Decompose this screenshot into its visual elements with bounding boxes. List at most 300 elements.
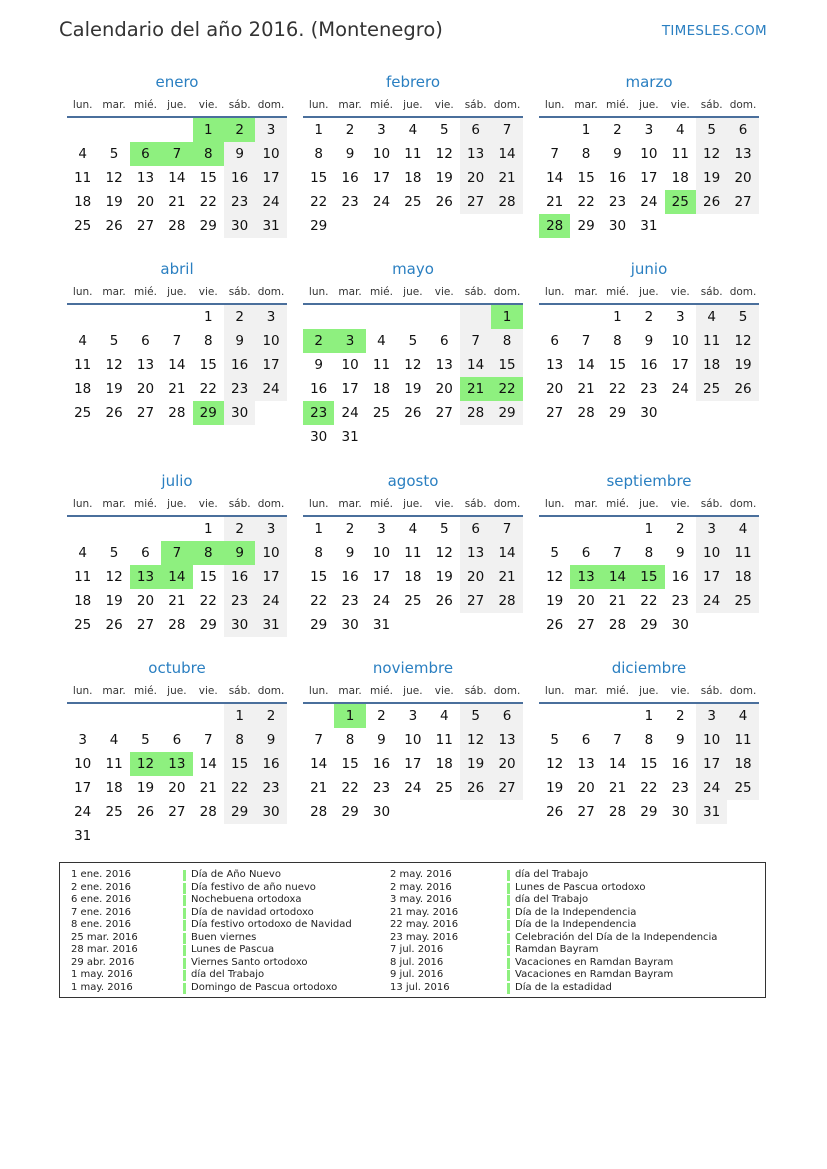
legend-date: 22 may. 2016 — [390, 919, 459, 930]
weekday-header — [67, 281, 287, 305]
day-cell: 14 — [168, 170, 186, 186]
day-cell: 22 — [341, 780, 359, 796]
day-cell: 20 — [136, 593, 155, 609]
weekday-header — [539, 680, 759, 704]
day-cell: 14 — [546, 170, 564, 186]
weekday-label: dom. — [729, 99, 757, 111]
day-cell: 9 — [345, 146, 355, 162]
weekday-header — [303, 493, 523, 517]
day-cell: 20 — [136, 194, 155, 210]
weekday-label: mié. — [134, 99, 157, 111]
weekday-label: jue. — [639, 498, 659, 510]
legend-holiday-name: Día de navidad ortodoxo — [191, 906, 314, 918]
day-cell: 2 — [224, 305, 255, 329]
weekday-label: dom. — [257, 286, 285, 298]
empty-day-cell — [397, 425, 428, 449]
day-cell: 4 — [377, 333, 386, 349]
legend-date: 13 jul. 2016 — [390, 981, 450, 993]
day-cell: 27 — [491, 776, 522, 800]
holiday-day-cell: 13 — [130, 565, 161, 589]
day-cell: 1 — [644, 708, 654, 724]
day-cell: 1 — [581, 122, 591, 138]
weekday-label: mar. — [574, 498, 598, 510]
day-cell: 27 — [727, 190, 758, 214]
holiday-day-cell: 15 — [633, 565, 664, 589]
day-cell: 14 — [577, 357, 595, 373]
legend-date: 1 may. 2016 — [71, 969, 133, 980]
month-abril — [67, 259, 287, 425]
weekday-label: jue. — [639, 286, 659, 298]
legend-marker — [183, 970, 186, 981]
day-cell: 10 — [640, 146, 658, 162]
empty-day-cell — [98, 517, 129, 541]
legend-holiday-name: Día festivo de año nuevo — [191, 881, 316, 893]
holiday-day-cell: 14 — [161, 565, 192, 589]
day-cell: 5 — [439, 521, 449, 537]
day-cell: 3 — [255, 305, 286, 329]
day-cell: 19 — [546, 593, 564, 609]
empty-day-cell — [727, 401, 758, 425]
day-cell: 14 — [460, 353, 491, 377]
day-cell: 17 — [255, 166, 286, 190]
day-cell: 9 — [345, 545, 355, 561]
day-cell: 31 — [696, 800, 727, 824]
brand-logo[interactable]: TIMESLES.COM — [661, 23, 767, 39]
day-grid — [67, 305, 287, 425]
holiday-day-cell: 22 — [491, 377, 522, 401]
day-cell: 16 — [372, 756, 391, 772]
day-cell: 5 — [109, 333, 119, 349]
day-cell: 28 — [491, 589, 522, 613]
day-cell: 8 — [644, 545, 654, 561]
day-cell: 15 — [199, 569, 217, 585]
day-cell: 13 — [577, 756, 595, 772]
empty-day-cell — [98, 704, 129, 728]
empty-day-cell — [570, 305, 601, 329]
day-cell: 26 — [105, 218, 123, 234]
legend-marker — [507, 895, 510, 906]
day-cell: 30 — [671, 804, 689, 820]
legend-marker — [183, 983, 186, 994]
weekday-label: sáb. — [700, 286, 723, 298]
weekday-label: mié. — [370, 685, 393, 697]
day-cell: 4 — [439, 708, 449, 724]
day-cell: 2 — [345, 122, 355, 138]
day-cell: 12 — [546, 569, 564, 585]
day-cell: 18 — [74, 593, 92, 609]
day-cell: 26 — [435, 194, 453, 210]
day-cell: 2 — [644, 309, 654, 325]
holiday-day-cell: 1 — [334, 704, 365, 728]
day-cell: 1 — [314, 122, 323, 138]
day-cell: 6 — [141, 545, 150, 561]
empty-day-cell — [161, 704, 192, 728]
day-cell: 18 — [74, 194, 92, 210]
day-cell: 12 — [546, 756, 564, 772]
day-cell: 29 — [310, 218, 328, 234]
weekday-label: mar. — [338, 286, 362, 298]
day-cell: 7 — [314, 732, 323, 748]
weekday-label: lun. — [544, 286, 565, 298]
empty-day-cell — [67, 517, 98, 541]
empty-day-cell — [460, 214, 491, 238]
day-cell: 4 — [408, 521, 418, 537]
holiday-day-cell: 6 — [130, 142, 161, 166]
day-cell: 19 — [404, 381, 422, 397]
day-cell: 9 — [255, 728, 286, 752]
day-cell: 15 — [310, 170, 328, 186]
month-octubre — [67, 658, 287, 848]
day-cell: 18 — [404, 170, 422, 186]
day-cell: 17 — [372, 170, 391, 186]
legend-holiday-name: día del Trabajo — [515, 894, 589, 905]
holiday-day-cell: 25 — [665, 190, 696, 214]
day-cell: 24 — [341, 405, 359, 421]
day-cell: 30 — [372, 804, 391, 820]
day-cell: 26 — [105, 617, 123, 633]
legend-marker — [507, 870, 510, 881]
day-cell: 4 — [109, 732, 119, 748]
empty-day-cell — [130, 118, 161, 142]
holiday-day-cell: 2 — [224, 118, 255, 142]
empty-day-cell — [696, 401, 727, 425]
day-cell: 11 — [74, 357, 92, 373]
empty-day-cell — [334, 305, 365, 329]
holiday-day-cell: 7 — [161, 142, 192, 166]
weekday-header — [67, 493, 287, 517]
weekday-label: mar. — [102, 99, 126, 111]
day-cell: 25 — [74, 405, 92, 421]
day-cell: 30 — [608, 218, 627, 234]
day-cell: 17 — [640, 170, 658, 186]
weekday-header — [303, 281, 523, 305]
weekday-label: mié. — [134, 685, 157, 697]
legend-marker — [507, 933, 510, 944]
weekday-label: dom. — [257, 99, 285, 111]
day-cell: 23 — [224, 377, 255, 401]
day-cell: 23 — [640, 381, 658, 397]
day-cell: 8 — [314, 545, 323, 561]
weekday-label: vie. — [434, 99, 454, 111]
holiday-day-cell: 1 — [491, 305, 522, 329]
day-cell: 4 — [78, 545, 87, 561]
weekday-label: vie. — [434, 498, 454, 510]
weekday-label: vie. — [670, 286, 690, 298]
holiday-day-cell: 8 — [193, 142, 224, 166]
day-cell: 15 — [224, 752, 255, 776]
day-cell: 16 — [224, 353, 255, 377]
day-cell: 29 — [310, 617, 328, 633]
empty-day-cell — [429, 305, 460, 329]
day-cell: 24 — [372, 194, 391, 210]
day-cell: 31 — [372, 617, 391, 633]
day-cell: 27 — [577, 617, 595, 633]
day-grid — [303, 305, 523, 449]
empty-day-cell — [665, 401, 696, 425]
day-cell: 24 — [671, 381, 689, 397]
empty-day-cell — [161, 824, 192, 848]
legend-date: 7 jul. 2016 — [390, 944, 444, 955]
weekday-label: sáb. — [464, 99, 487, 111]
day-cell: 27 — [460, 190, 491, 214]
day-cell: 16 — [224, 565, 255, 589]
day-cell: 4 — [727, 704, 758, 728]
day-cell: 22 — [310, 593, 328, 609]
day-cell: 6 — [460, 517, 491, 541]
day-cell: 11 — [74, 569, 92, 585]
holiday-day-cell: 3 — [334, 329, 365, 353]
day-cell: 29 — [224, 800, 255, 824]
weekday-label: mié. — [134, 498, 157, 510]
day-cell: 18 — [372, 381, 391, 397]
month-name: abril — [160, 260, 194, 278]
weekday-label: vie. — [670, 685, 690, 697]
day-cell: 25 — [74, 218, 92, 234]
day-cell: 12 — [404, 357, 422, 373]
day-cell: 17 — [372, 569, 391, 585]
day-cell: 9 — [224, 142, 255, 166]
legend-date: 23 may. 2016 — [390, 931, 459, 943]
day-cell: 13 — [727, 142, 758, 166]
weekday-label: mar. — [574, 99, 598, 111]
month-name: septiembre — [606, 472, 692, 490]
month-name: enero — [155, 73, 199, 91]
day-cell: 21 — [546, 194, 564, 210]
day-cell: 29 — [491, 401, 522, 425]
weekday-label: sáb. — [700, 498, 723, 510]
empty-day-cell — [397, 214, 428, 238]
day-cell: 26 — [435, 593, 453, 609]
empty-day-cell — [161, 517, 192, 541]
day-cell: 19 — [460, 752, 491, 776]
legend-date: 1 ene. 2016 — [71, 869, 131, 880]
day-cell: 31 — [255, 613, 286, 637]
legend-date: 8 jul. 2016 — [390, 956, 444, 968]
empty-day-cell — [460, 800, 491, 824]
day-cell: 3 — [78, 732, 87, 748]
day-cell: 29 — [199, 218, 217, 234]
day-cell: 27 — [168, 804, 186, 820]
weekday-label: vie. — [670, 99, 690, 111]
day-cell: 17 — [255, 565, 286, 589]
weekday-label: sáb. — [464, 685, 487, 697]
day-cell: 4 — [696, 305, 727, 329]
weekday-header — [539, 94, 759, 118]
weekday-label: sáb. — [700, 99, 723, 111]
empty-day-cell — [397, 800, 428, 824]
day-cell: 23 — [224, 190, 255, 214]
day-cell: 8 — [644, 732, 654, 748]
day-cell: 19 — [696, 166, 727, 190]
weekday-label: jue. — [167, 685, 187, 697]
day-cell: 10 — [255, 142, 286, 166]
day-cell: 2 — [224, 517, 255, 541]
empty-day-cell — [67, 305, 98, 329]
day-cell: 21 — [491, 166, 522, 190]
day-cell: 26 — [460, 776, 491, 800]
holiday-day-cell: 23 — [303, 401, 334, 425]
day-cell: 22 — [199, 381, 217, 397]
empty-day-cell — [303, 704, 334, 728]
day-cell: 19 — [105, 381, 123, 397]
day-cell: 25 — [435, 780, 453, 796]
weekday-label: mié. — [370, 498, 393, 510]
empty-day-cell — [130, 305, 161, 329]
day-cell: 21 — [608, 780, 627, 796]
day-cell: 7 — [172, 333, 182, 349]
day-cell: 10 — [372, 545, 391, 561]
weekday-header — [303, 680, 523, 704]
day-cell: 9 — [644, 333, 654, 349]
day-cell: 31 — [341, 429, 359, 445]
weekday-label: mar. — [102, 685, 126, 697]
legend-date: 6 ene. 2016 — [71, 894, 131, 905]
legend-marker — [183, 920, 186, 931]
day-cell: 31 — [255, 214, 286, 238]
legend-holiday-name: Celebración del Día de la Independencia — [515, 931, 718, 943]
day-cell: 11 — [727, 541, 758, 565]
day-cell: 10 — [74, 756, 92, 772]
day-cell: 25 — [727, 589, 758, 613]
month-name: julio — [161, 472, 193, 490]
weekday-label: vie. — [198, 286, 218, 298]
day-cell: 16 — [671, 569, 689, 585]
month-febrero — [303, 72, 523, 238]
weekday-label: mié. — [370, 99, 393, 111]
weekday-label: lun. — [544, 99, 565, 111]
month-septiembre — [539, 471, 759, 637]
day-cell: 3 — [255, 517, 286, 541]
legend-holiday-name: Vacaciones en Ramdan Bayram — [515, 956, 674, 968]
day-cell: 4 — [408, 122, 418, 138]
legend-date: 21 may. 2016 — [390, 906, 459, 918]
weekday-label: lun. — [72, 286, 93, 298]
weekday-label: jue. — [167, 99, 187, 111]
legend-marker — [183, 945, 186, 956]
weekday-header — [303, 94, 523, 118]
day-cell: 27 — [435, 405, 453, 421]
day-cell: 8 — [581, 146, 591, 162]
legend-date: 28 mar. 2016 — [71, 944, 138, 955]
empty-day-cell — [460, 613, 491, 637]
empty-day-cell — [224, 824, 255, 848]
day-cell: 10 — [696, 541, 727, 565]
day-cell: 24 — [696, 776, 727, 800]
legend-date: 1 may. 2016 — [71, 981, 133, 993]
day-cell: 5 — [460, 704, 491, 728]
weekday-label: dom. — [729, 685, 757, 697]
weekday-label: vie. — [198, 685, 218, 697]
day-cell: 17 — [74, 780, 92, 796]
day-cell: 17 — [671, 357, 689, 373]
day-cell: 25 — [404, 593, 422, 609]
weekday-label: jue. — [639, 99, 659, 111]
day-cell: 27 — [577, 804, 595, 820]
day-cell: 5 — [109, 545, 119, 561]
weekday-label: lun. — [72, 498, 93, 510]
day-cell: 30 — [224, 214, 255, 238]
day-cell: 21 — [168, 593, 186, 609]
empty-day-cell — [67, 118, 98, 142]
day-cell: 4 — [78, 333, 87, 349]
empty-day-cell — [602, 704, 633, 728]
day-cell: 3 — [408, 708, 418, 724]
day-cell: 28 — [168, 405, 186, 421]
day-cell: 18 — [404, 569, 422, 585]
empty-day-cell — [98, 824, 129, 848]
day-cell: 24 — [404, 780, 422, 796]
empty-day-cell — [161, 305, 192, 329]
empty-day-cell — [366, 425, 397, 449]
weekday-label: vie. — [434, 685, 454, 697]
day-cell: 30 — [224, 613, 255, 637]
day-cell: 18 — [727, 752, 758, 776]
day-cell: 7 — [460, 329, 491, 353]
month-julio — [67, 471, 287, 637]
weekday-label: jue. — [403, 498, 423, 510]
day-cell: 23 — [671, 780, 689, 796]
weekday-label: dom. — [257, 685, 285, 697]
legend-marker — [183, 895, 186, 906]
day-cell: 12 — [105, 170, 123, 186]
day-cell: 8 — [613, 333, 622, 349]
empty-day-cell — [429, 425, 460, 449]
day-cell: 9 — [613, 146, 622, 162]
weekday-label: lun. — [72, 685, 93, 697]
weekday-label: lun. — [308, 99, 329, 111]
empty-day-cell — [130, 704, 161, 728]
weekday-label: lun. — [544, 498, 565, 510]
day-grid — [67, 517, 287, 637]
legend-date: 29 abr. 2016 — [71, 956, 135, 968]
weekday-label: lun. — [308, 498, 329, 510]
legend-holiday-name: Lunes de Pascua ortodoxo — [515, 881, 646, 893]
day-cell: 12 — [727, 329, 758, 353]
holiday-day-cell: 13 — [570, 565, 601, 589]
day-cell: 6 — [141, 333, 150, 349]
day-cell: 23 — [341, 593, 359, 609]
day-cell: 22 — [608, 381, 627, 397]
day-cell: 21 — [168, 194, 186, 210]
day-cell: 16 — [608, 170, 627, 186]
weekday-label: dom. — [493, 99, 521, 111]
legend-date: 3 may. 2016 — [390, 894, 452, 905]
weekday-label: jue. — [167, 286, 187, 298]
day-cell: 19 — [546, 780, 564, 796]
day-cell: 14 — [608, 756, 627, 772]
empty-day-cell — [429, 800, 460, 824]
weekday-label: jue. — [167, 498, 187, 510]
day-cell: 22 — [199, 194, 217, 210]
empty-day-cell — [397, 305, 428, 329]
empty-day-cell — [130, 824, 161, 848]
weekday-label: dom. — [493, 685, 521, 697]
weekday-label: dom. — [493, 286, 521, 298]
empty-day-cell — [727, 214, 758, 238]
day-cell: 20 — [136, 381, 155, 397]
day-cell: 16 — [341, 170, 359, 186]
legend-holiday-name: Vacaciones en Ramdan Bayram — [515, 969, 674, 980]
day-cell: 13 — [460, 142, 491, 166]
month-name: marzo — [625, 73, 673, 91]
weekday-label: lun. — [544, 685, 565, 697]
weekday-label: vie. — [198, 99, 218, 111]
day-cell: 17 — [341, 381, 359, 397]
weekday-label: dom. — [493, 498, 521, 510]
day-cell: 7 — [613, 545, 622, 561]
weekday-label: mié. — [370, 286, 393, 298]
weekday-label: sáb. — [228, 685, 251, 697]
